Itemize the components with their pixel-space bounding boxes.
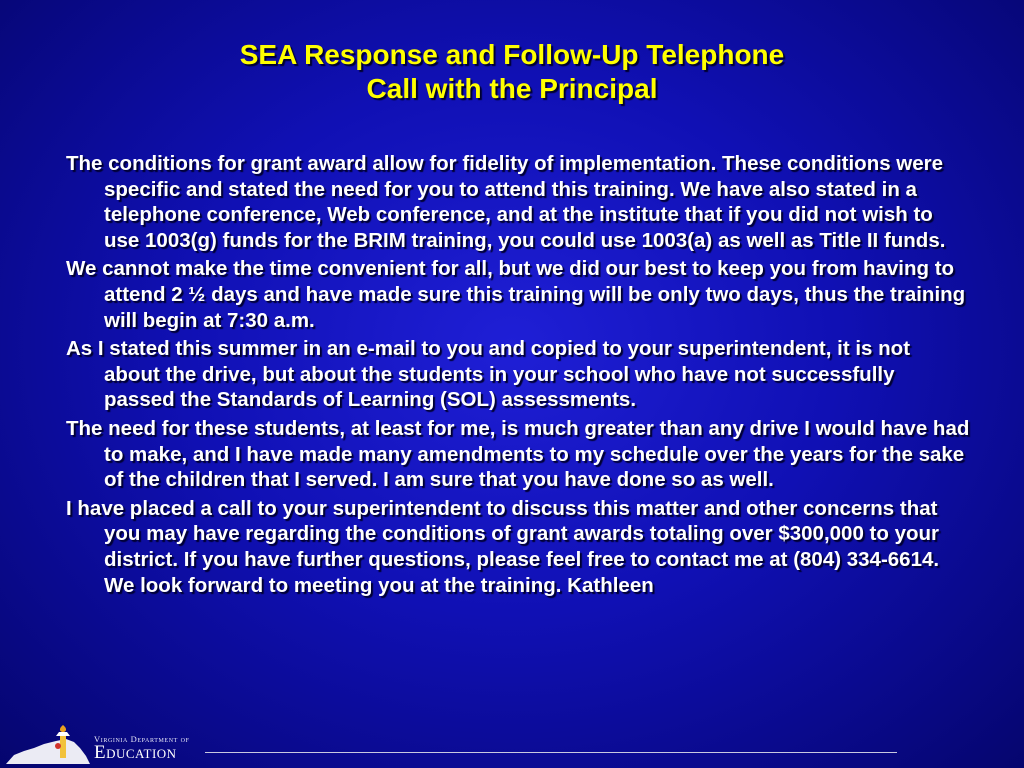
body-paragraph: The conditions for grant award allow for fidelity of implementation. These conditions were specific and stated the need for you to attend this training. We have also stated in a telephone conference, Web conference, and at the institute that if you did not wish to use 1003(g) funds for the BRIM training, you could use 1003(a) as well as Title II funds. — [66, 152, 946, 252]
body-paragraph: I have placed a call to your superintendent to discuss this matter and other concerns that you may have regarding the conditions of grant awards totaling over $300,000 to your district. If you have further questions, please feel free to contact me at (804) 334-6614. We look forward to meeting you at the training. Kathleen — [66, 496, 940, 597]
slide-footer — [0, 724, 1024, 768]
slide-title-line-2: Call with the Principal — [366, 73, 658, 104]
body-paragraph: As I stated this summer in an e-mail to you and copied to your superintendent, it is not about the drive, but about the students in your school who have not successfully passed the Standards of Learning (SOL) assessments. — [66, 337, 911, 412]
education-label: Education — [94, 742, 177, 763]
slide-body — [66, 151, 970, 601]
slide-title — [0, 38, 1024, 106]
department-label: Virginia Department of — [94, 734, 190, 744]
body-paragraph: We cannot make the time convenient for all, but we did our best to keep you from having to attend 2 ½ days and have made sure this training will be only two days, thus the training will begin at 7:30 a.m. — [66, 257, 966, 332]
virginia-state-torch-logo-icon — [0, 724, 96, 768]
slide-title-line-1: SEA Response and Follow-Up Telephone — [239, 39, 785, 70]
body-paragraph: The need for these students, at least for me, is much greater than any drive I would have had to make, and I have made many amendments to my schedule over the years for the sake of the children that I served. I am sure that you have done so as well. — [66, 416, 970, 492]
footer-divider — [205, 752, 897, 753]
